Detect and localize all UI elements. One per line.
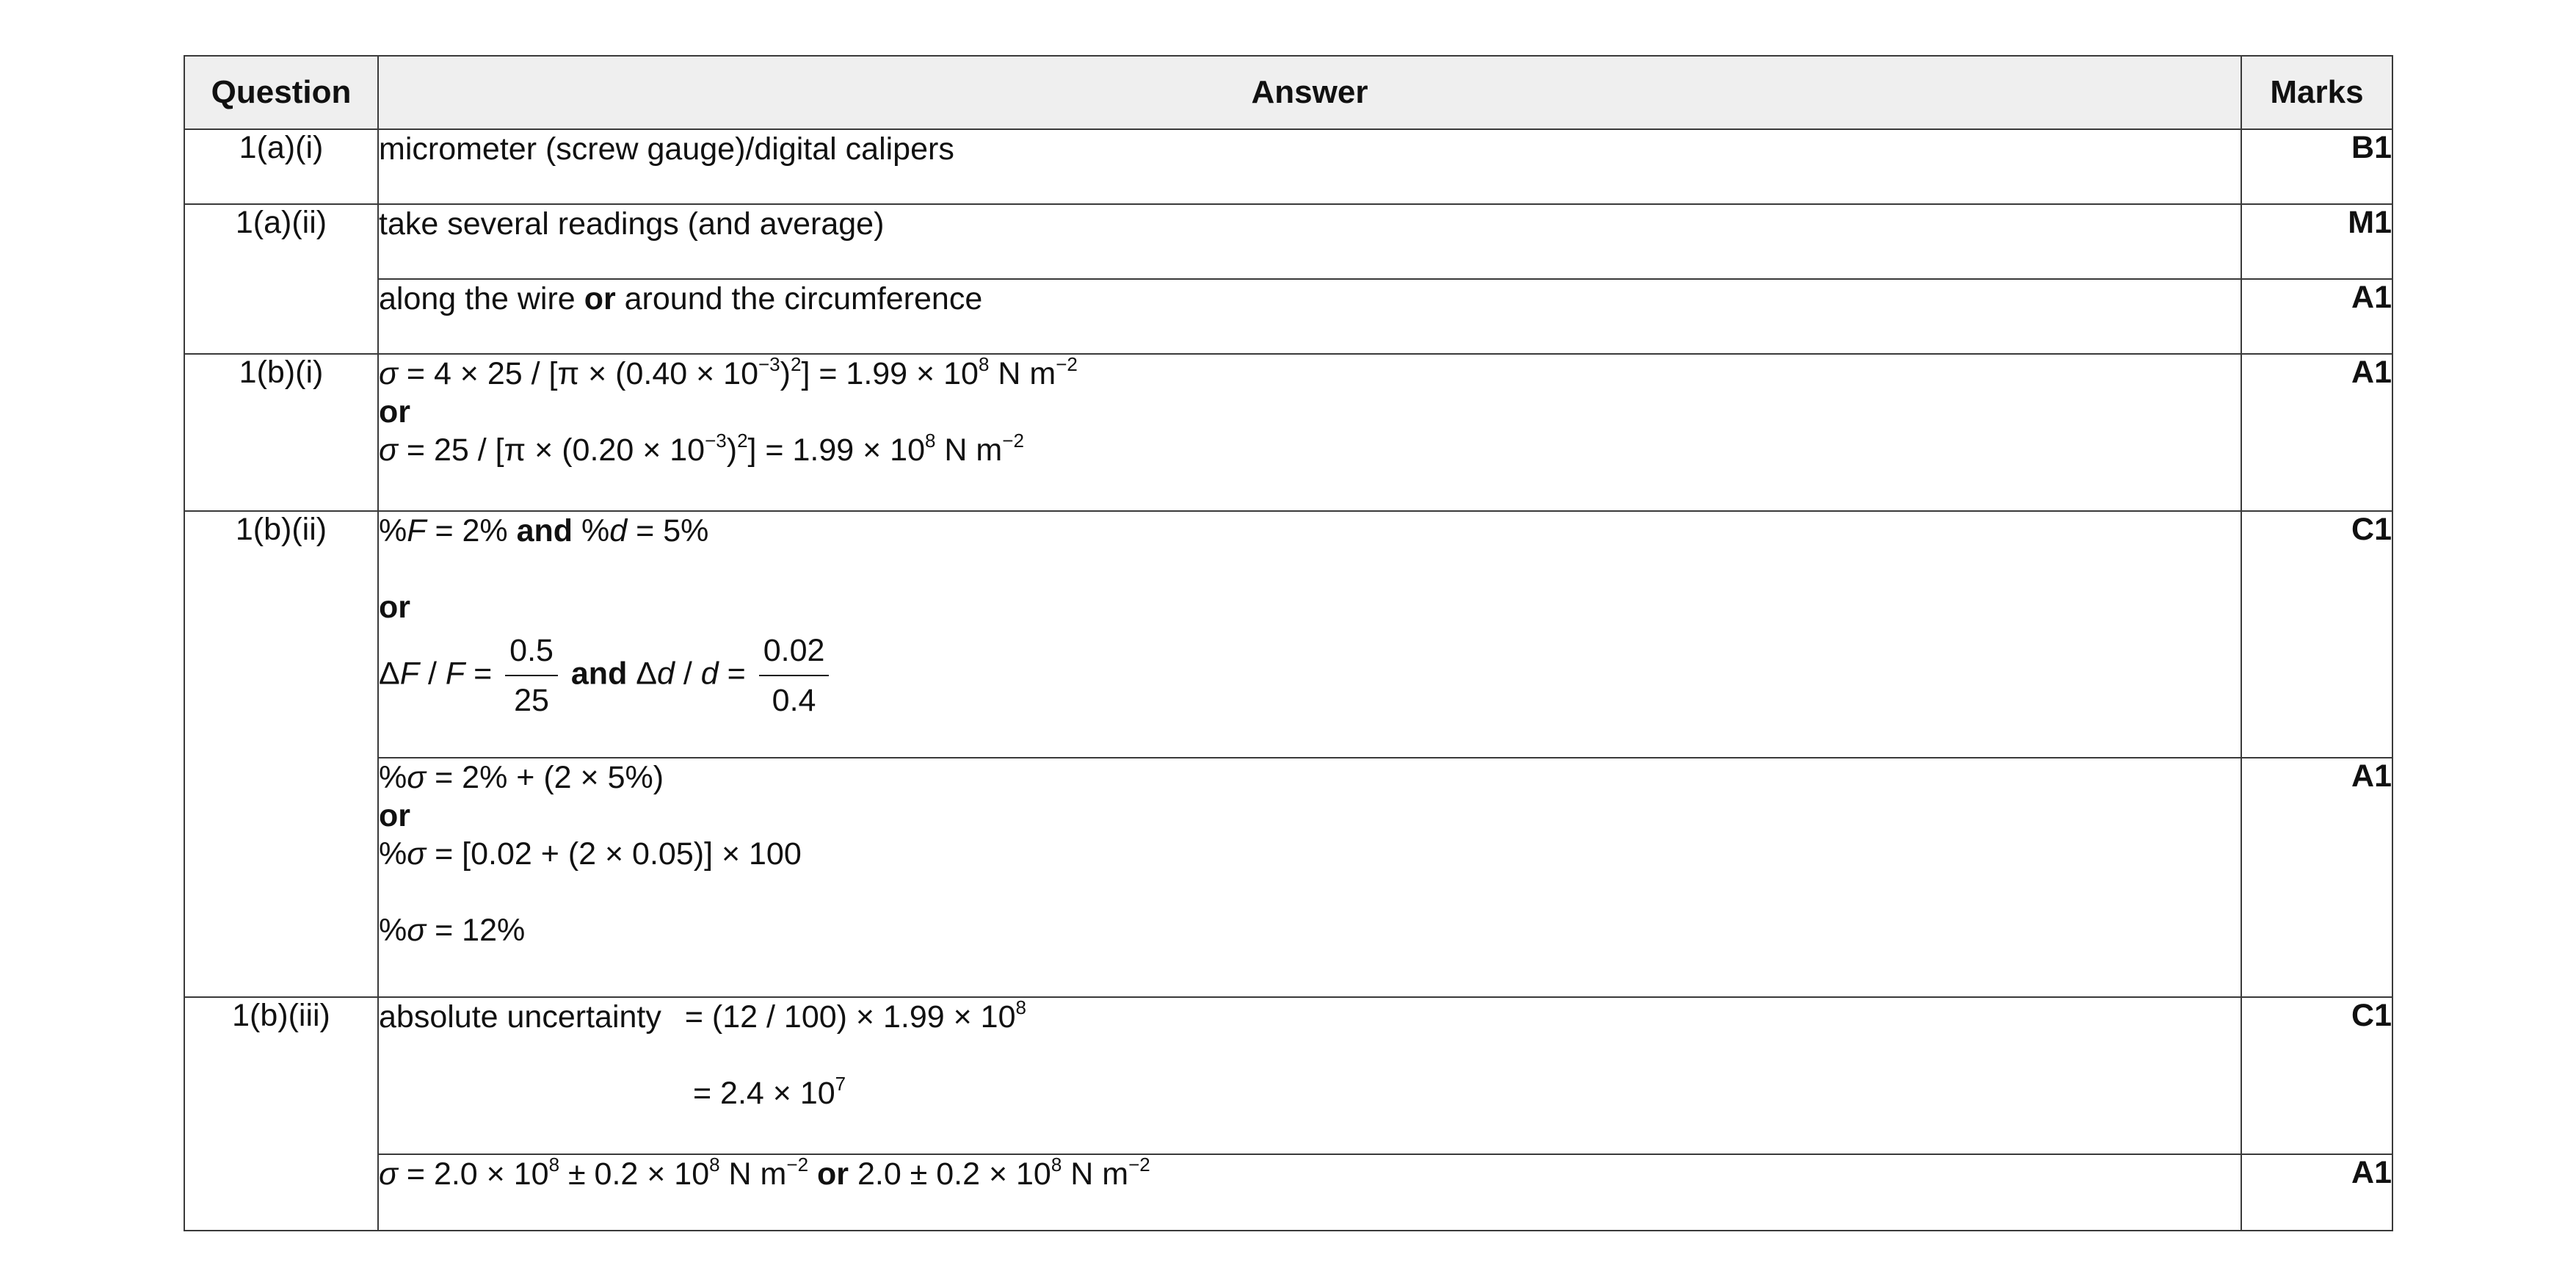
equation-line: %σ = 2% + (2 × 5%)	[379, 760, 664, 795]
answer-cell: take several readings (and average)	[378, 204, 2241, 279]
mark-cell: A1	[2241, 1154, 2392, 1231]
table-row	[184, 354, 2392, 511]
question-cell: 1(b)(ii)	[184, 511, 378, 997]
mark-cell: M1	[2241, 204, 2392, 279]
equation-line: absolute uncertainty = $(12 / 100) \times 1.99 \times 10^8$	[379, 996, 1026, 1035]
table-row	[184, 511, 2392, 758]
answer-text: along the wire	[379, 281, 576, 316]
or-keyword: or	[379, 798, 410, 833]
question-cell: 1(b)(iii)	[184, 997, 378, 1231]
mark-cell: A1	[2241, 758, 2392, 997]
fraction: $\frac{0.5}{25}$	[505, 626, 558, 725]
question-cell: 1(b)(i)	[184, 354, 378, 511]
mark-cell: B1	[2241, 129, 2392, 204]
answer-cell	[378, 279, 2241, 354]
marks-header: Marks	[2241, 56, 2392, 129]
answer-text: around the circumference	[624, 281, 983, 316]
header-row	[184, 56, 2392, 129]
table-row	[184, 279, 2392, 354]
table-row	[184, 129, 2392, 204]
answer-cell: micrometer (screw gauge)/digital calipers	[378, 129, 2241, 204]
equation-line: %σ = 12%	[379, 913, 526, 948]
question-cell: 1(a)(i)	[184, 129, 378, 204]
mark-cell: A1	[2241, 354, 2392, 511]
answer-cell	[378, 511, 2241, 758]
table-row	[184, 204, 2392, 279]
answer-cell	[378, 997, 2241, 1154]
mark-cell: C1	[2241, 997, 2392, 1154]
table-row	[184, 1154, 2392, 1231]
mark-scheme-table	[184, 55, 2393, 1231]
equation-line: $\sigma = 4 \times 25 / [\pi \times (0.40 \times 10^{-3})^2] = 1.99 \times 10^8$ N $m^{-2}$	[379, 353, 1078, 391]
equation-line: $\sigma = 25 / [\pi \times (0.20 \times 10^{-3})^2] = 1.99 \times 10^8$ N $m^{-2}$	[379, 430, 1024, 468]
equation-line: %σ = [0.02 + (2 × 0.05)] × 100	[379, 836, 802, 872]
fraction: $\frac{0.02}{0.4}$	[759, 626, 830, 725]
table-row	[184, 997, 2392, 1154]
question-header: Question	[184, 56, 378, 129]
equation-line: %F = 2% and %d = 5%	[379, 513, 709, 548]
or-keyword: or	[379, 394, 410, 430]
answer-cell	[378, 758, 2241, 997]
equation-line: = $2.4 \times 10^7$	[693, 1073, 846, 1111]
answer-cell	[378, 354, 2241, 511]
or-keyword: or	[584, 281, 616, 316]
or-keyword: or	[379, 590, 410, 625]
mark-cell: A1	[2241, 279, 2392, 354]
table-row	[184, 758, 2392, 997]
question-cell: 1(a)(ii)	[184, 204, 378, 354]
answer-cell	[378, 1154, 2241, 1231]
equation-line: $\sigma = 2.0 \times 10^8 \pm 0.2 \times 10^8$ N $m^{-2}$ or $2.0 \pm 0.2 \times 10^8$ N $m^{-2}$	[379, 1154, 1150, 1192]
equation-line: ΔF / F = $\frac{0.5}{25}$ and Δd / d = $\frac{0.02}{0.4}$	[379, 626, 2241, 725]
answer-header: Answer	[378, 56, 2241, 129]
mark-cell: C1	[2241, 511, 2392, 758]
